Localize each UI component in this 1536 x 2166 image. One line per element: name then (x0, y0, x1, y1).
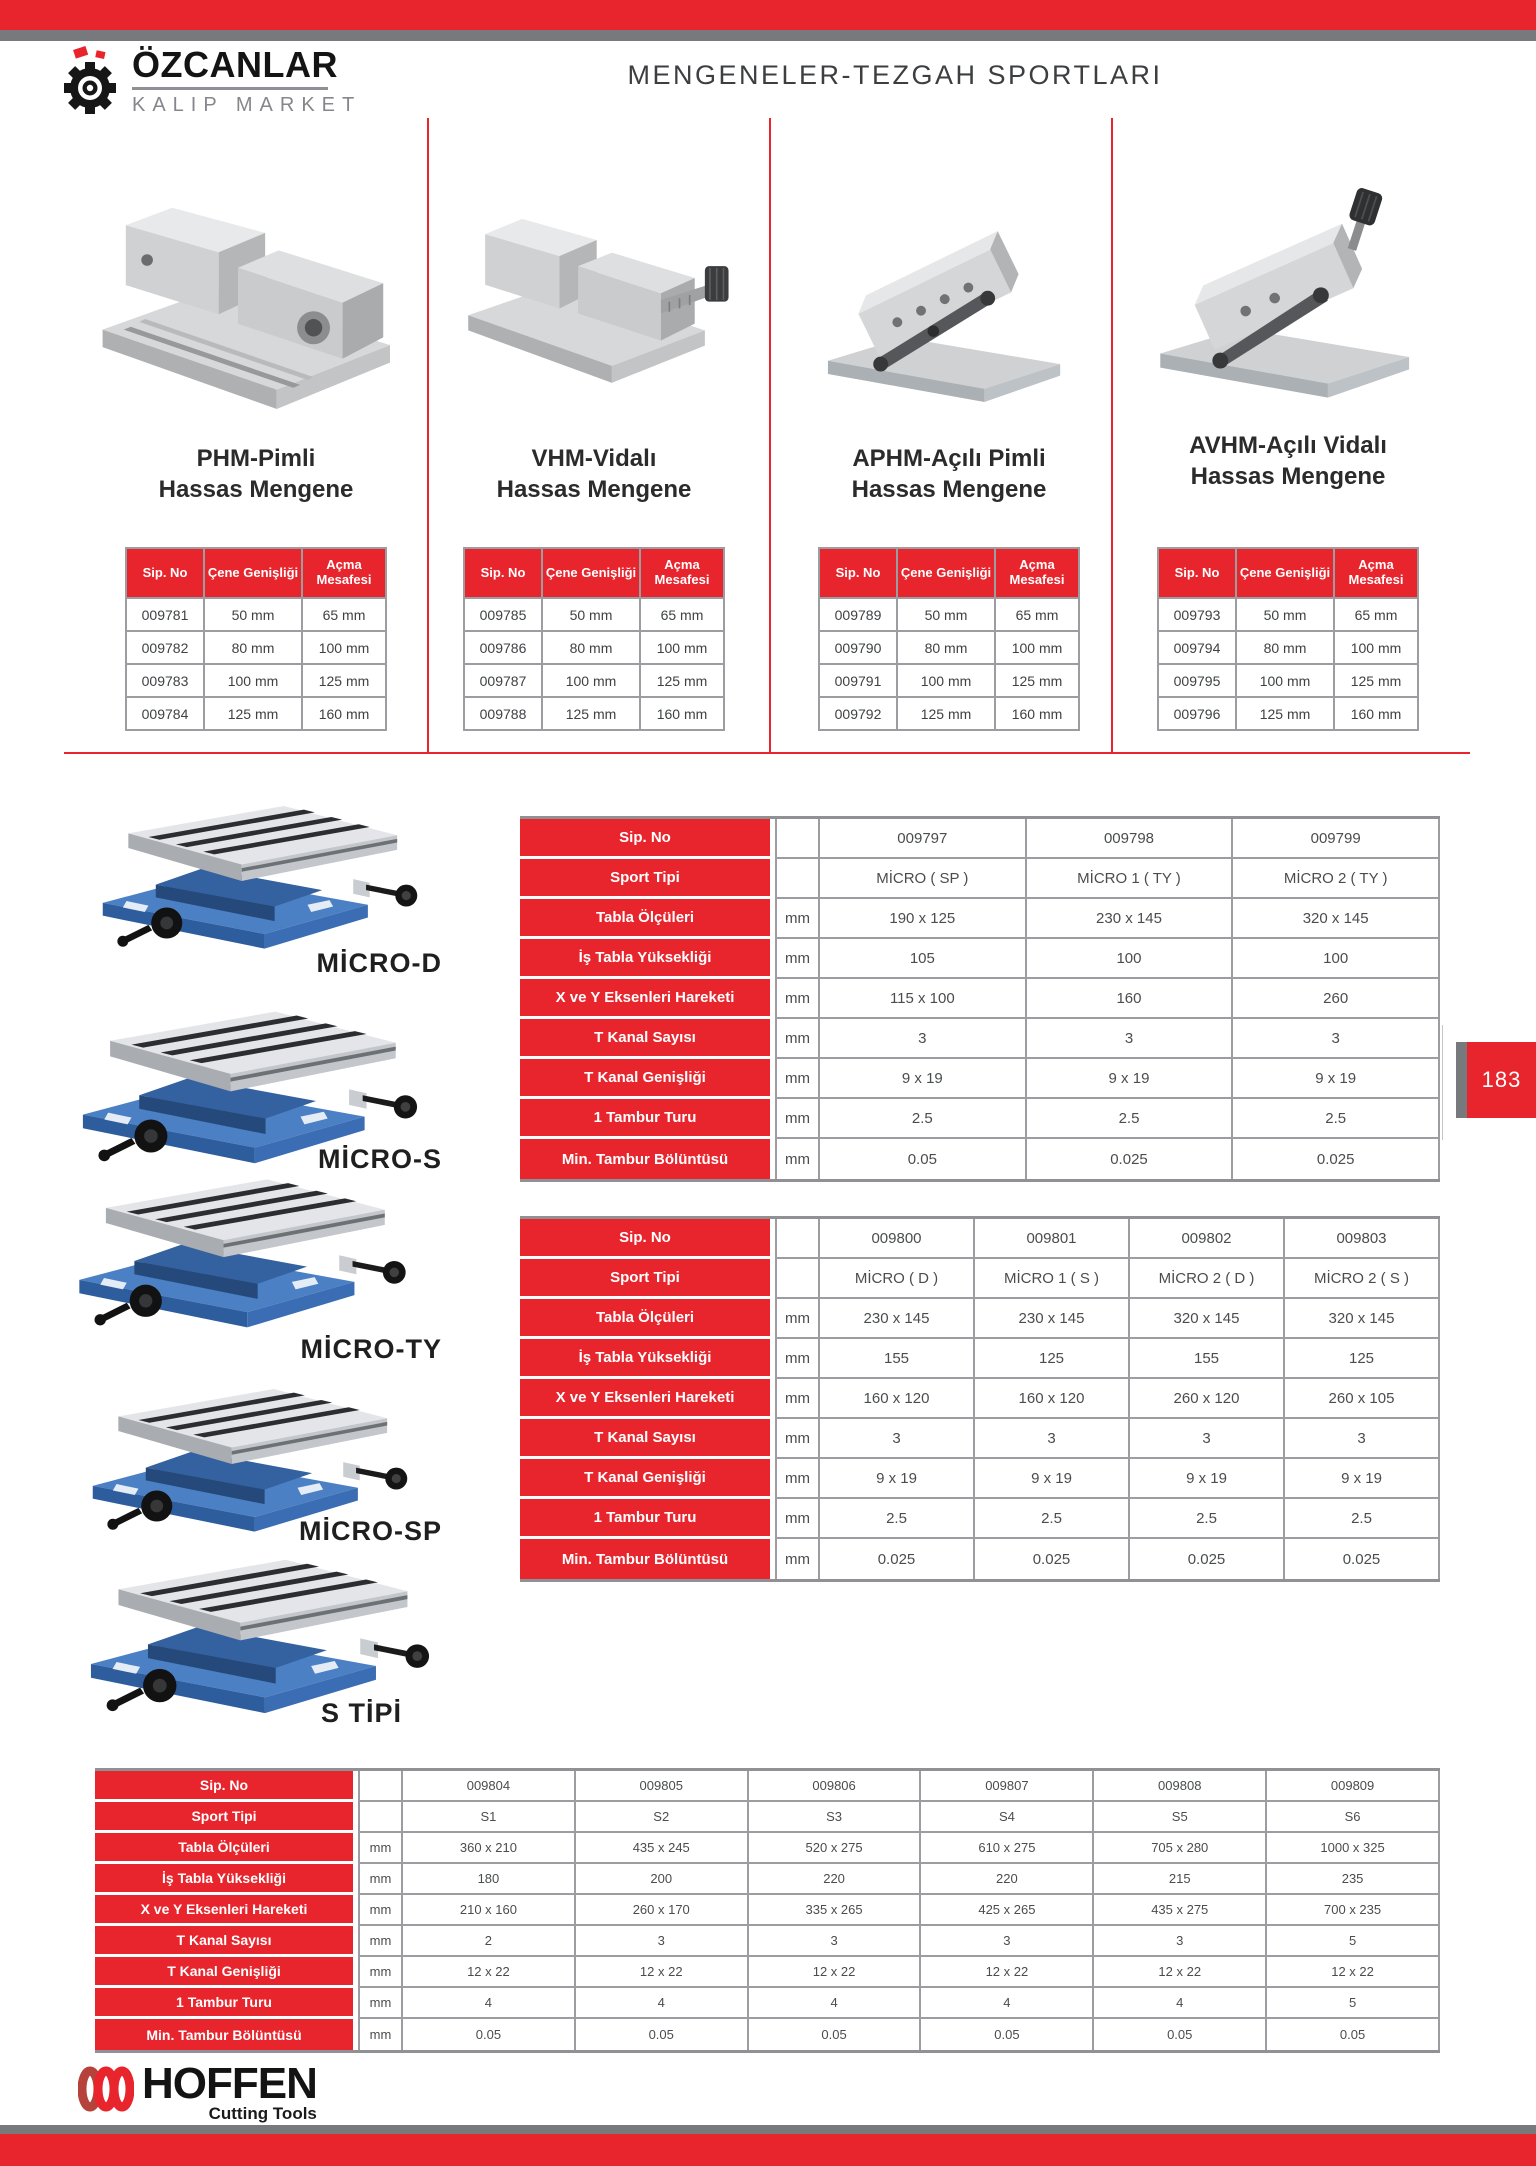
table-cell: 80 mm (1237, 632, 1333, 663)
footer-brand-logo (78, 2059, 317, 2124)
table-cell: 009793 (1159, 599, 1235, 630)
value-cell: 260 (1233, 979, 1440, 1019)
value-cell: 0.05 (820, 1139, 1027, 1179)
product-title-line1: APHM-Açılı Pimli (852, 445, 1046, 472)
section-divider (64, 752, 1470, 754)
product-image-vhm-vise (450, 158, 740, 420)
value-cell: 320 x 145 (1233, 899, 1440, 939)
row-label: T Kanal Sayısı (520, 1019, 775, 1059)
value-cell: 009807 (921, 1771, 1094, 1802)
bottom-red-bar (0, 2134, 1536, 2166)
value-cell: 0.025 (1285, 1539, 1440, 1579)
product-image-avhm-vise (1125, 135, 1425, 415)
value-cell: 230 x 145 (1027, 899, 1234, 939)
value-cell: 230 x 145 (820, 1299, 975, 1339)
column-header: Çene Genişliği (543, 549, 639, 597)
value-cell: 009801 (975, 1219, 1130, 1259)
value-cell: 180 (403, 1864, 576, 1895)
table-cell: 009782 (127, 632, 203, 663)
table-cell: 100 mm (996, 632, 1078, 663)
table-cell: 160 mm (1335, 698, 1417, 729)
value-cell: 700 x 235 (1267, 1895, 1440, 1926)
row-label: Tabla Ölçüleri (520, 899, 775, 939)
table-cell: 65 mm (1335, 599, 1417, 630)
value-cell: 3 (975, 1419, 1130, 1459)
unit-cell: mm (358, 2019, 403, 2050)
value-cell: S4 (921, 1802, 1094, 1833)
row-label: T Kanal Sayısı (520, 1419, 775, 1459)
value-cell: 009802 (1130, 1219, 1285, 1259)
unit-cell: mm (775, 1019, 820, 1059)
value-cell: 155 (1130, 1339, 1285, 1379)
product-title-avhm (1157, 430, 1419, 492)
row-label: Tabla Ölçüleri (95, 1833, 358, 1864)
row-label: X ve Y Eksenleri Hareketi (95, 1895, 358, 1926)
footer-brand-subtitle: Cutting Tools (208, 2104, 317, 2123)
value-cell: 190 x 125 (820, 899, 1027, 939)
table-cell: 009787 (465, 665, 541, 696)
table-cell: 009789 (820, 599, 896, 630)
column-header: Sip. No (127, 549, 203, 597)
column-divider (769, 118, 771, 752)
value-cell: S2 (576, 1802, 749, 1833)
value-cell: 260 x 105 (1285, 1379, 1440, 1419)
row-label: T Kanal Genişliği (520, 1059, 775, 1099)
value-cell: 230 x 145 (975, 1299, 1130, 1339)
table-cell: 50 mm (898, 599, 994, 630)
product-title-line2: Hassas Mengene (851, 476, 1047, 503)
unit-cell (775, 859, 820, 899)
value-cell: 9 x 19 (975, 1459, 1130, 1499)
table-cell: 125 mm (1335, 665, 1417, 696)
column-header: Çene Genişliği (1237, 549, 1333, 597)
unit-cell: mm (775, 979, 820, 1019)
column-header: Açma Mesafesi (303, 549, 385, 597)
table-cell: 125 mm (996, 665, 1078, 696)
table-cell: 100 mm (1335, 632, 1417, 663)
micro-sp-ty-spec-table (520, 816, 1440, 1182)
value-cell: 3 (921, 1926, 1094, 1957)
value-cell: 009797 (820, 819, 1027, 859)
table-cell: 125 mm (205, 698, 301, 729)
table-cell: 009790 (820, 632, 896, 663)
value-cell: 0.05 (1267, 2019, 1440, 2050)
label-micro-s: MİCRO-S (318, 1144, 442, 1174)
value-cell: 160 x 120 (820, 1379, 975, 1419)
unit-cell: mm (358, 1957, 403, 1988)
table-cell: 80 mm (543, 632, 639, 663)
unit-cell: mm (775, 1299, 820, 1339)
value-cell: 3 (820, 1019, 1027, 1059)
value-cell: 235 (1267, 1864, 1440, 1895)
value-cell: 9 x 19 (1130, 1459, 1285, 1499)
value-cell: 3 (1130, 1419, 1285, 1459)
value-cell: MİCRO 2 ( S ) (1285, 1259, 1440, 1299)
column-header: Açma Mesafesi (1335, 549, 1417, 597)
value-cell: 200 (576, 1864, 749, 1895)
hoffen-rings-icon (78, 2062, 134, 2116)
unit-cell: mm (358, 1926, 403, 1957)
table-cell: 125 mm (898, 698, 994, 729)
table-cell: 125 mm (641, 665, 723, 696)
value-cell: 125 (975, 1339, 1130, 1379)
value-cell: S6 (1267, 1802, 1440, 1833)
unit-cell (775, 1259, 820, 1299)
gear-icon (62, 46, 120, 114)
table-cell: 50 mm (205, 599, 301, 630)
phm-size-table (125, 547, 387, 731)
row-label: İş Tabla Yüksekliği (520, 939, 775, 979)
table-cell: 100 mm (303, 632, 385, 663)
value-cell: S5 (1094, 1802, 1267, 1833)
product-title-aphm (818, 443, 1080, 505)
row-label: 1 Tambur Turu (95, 1988, 358, 2019)
table-cell: 50 mm (1237, 599, 1333, 630)
value-cell: MİCRO ( SP ) (820, 859, 1027, 899)
row-label: Sip. No (520, 819, 775, 859)
value-cell: 9 x 19 (1233, 1059, 1440, 1099)
value-cell: 009800 (820, 1219, 975, 1259)
value-cell: 2.5 (1233, 1099, 1440, 1139)
table-cell: 50 mm (543, 599, 639, 630)
value-cell: 2 (403, 1926, 576, 1957)
value-cell: S3 (749, 1802, 922, 1833)
value-cell: 3 (1027, 1019, 1234, 1059)
value-cell: 115 x 100 (820, 979, 1027, 1019)
table-cell: 009783 (127, 665, 203, 696)
product-title-line2: Hassas Mengene (158, 476, 354, 503)
product-image-micro-sp (85, 1378, 415, 1538)
row-label: Sip. No (520, 1219, 775, 1259)
row-label: Sport Tipi (95, 1802, 358, 1833)
value-cell: 220 (749, 1864, 922, 1895)
product-image-s-tipi (40, 1548, 480, 1720)
value-cell: 105 (820, 939, 1027, 979)
unit-cell: mm (775, 899, 820, 939)
value-cell: 320 x 145 (1130, 1299, 1285, 1339)
table-cell: 100 mm (543, 665, 639, 696)
column-header: Çene Genişliği (205, 549, 301, 597)
value-cell: 435 x 245 (576, 1833, 749, 1864)
table-cell: 65 mm (641, 599, 723, 630)
value-cell: 9 x 19 (820, 1059, 1027, 1099)
label-s-tipi: S TİPİ (320, 1698, 402, 1728)
product-title-line2: Hassas Mengene (496, 476, 692, 503)
value-cell: 0.025 (1130, 1539, 1285, 1579)
unit-cell: mm (775, 1139, 820, 1179)
row-label: 1 Tambur Turu (520, 1499, 775, 1539)
value-cell: 009808 (1094, 1771, 1267, 1802)
table-cell: 160 mm (996, 698, 1078, 729)
row-label: Sip. No (95, 1771, 358, 1802)
value-cell: 425 x 265 (921, 1895, 1094, 1926)
value-cell: 160 x 120 (975, 1379, 1130, 1419)
product-title-line1: PHM-Pimli (196, 445, 316, 472)
value-cell: 3 (576, 1926, 749, 1957)
table-cell: 100 mm (1237, 665, 1333, 696)
value-cell: 4 (1094, 1988, 1267, 2019)
value-cell: 12 x 22 (403, 1957, 576, 1988)
row-label: X ve Y Eksenleri Hareketi (520, 979, 775, 1019)
footer-brand-name: HOFFEN (142, 2059, 317, 2108)
table-cell: 100 mm (205, 665, 301, 696)
row-label: T Kanal Genişliği (520, 1459, 775, 1499)
unit-cell: mm (358, 1864, 403, 1895)
value-cell: 0.05 (403, 2019, 576, 2050)
value-cell: 3 (1233, 1019, 1440, 1059)
value-cell: 260 x 120 (1130, 1379, 1285, 1419)
value-cell: MİCRO 2 ( D ) (1130, 1259, 1285, 1299)
unit-cell (775, 819, 820, 859)
badge-edge-line (1442, 1025, 1443, 1140)
value-cell: 125 (1285, 1339, 1440, 1379)
row-label: X ve Y Eksenleri Hareketi (520, 1379, 775, 1419)
label-micro-sp: MİCRO-SP (299, 1516, 442, 1546)
column-header: Sip. No (820, 549, 896, 597)
top-gray-bar (0, 30, 1536, 41)
value-cell: 2.5 (1285, 1499, 1440, 1539)
row-label: Sport Tipi (520, 1259, 775, 1299)
value-cell: 2.5 (1027, 1099, 1234, 1139)
page-number-badge: 183 (1467, 1042, 1536, 1118)
value-cell: 12 x 22 (1094, 1957, 1267, 1988)
unit-cell: mm (775, 939, 820, 979)
unit-cell: mm (775, 1419, 820, 1459)
value-cell: 0.05 (1094, 2019, 1267, 2050)
row-label: 1 Tambur Turu (520, 1099, 775, 1139)
unit-cell: mm (358, 1895, 403, 1926)
micro-d-s-spec-table (520, 1216, 1440, 1582)
table-cell: 009796 (1159, 698, 1235, 729)
table-cell: 100 mm (641, 632, 723, 663)
value-cell: 4 (403, 1988, 576, 2019)
unit-cell: mm (775, 1059, 820, 1099)
top-red-bar (0, 0, 1536, 30)
bottom-gray-bar (0, 2125, 1536, 2134)
product-image-micro-ty (70, 1168, 415, 1334)
product-title-line2: Hassas Mengene (1190, 463, 1386, 490)
brand-name: ÖZCANLAR (132, 44, 338, 85)
row-label: T Kanal Sayısı (95, 1926, 358, 1957)
value-cell: 705 x 280 (1094, 1833, 1267, 1864)
column-header: Sip. No (465, 549, 541, 597)
table-cell: 009792 (820, 698, 896, 729)
value-cell: 4 (576, 1988, 749, 2019)
value-cell: 3 (749, 1926, 922, 1957)
value-cell: 360 x 210 (403, 1833, 576, 1864)
table-cell: 160 mm (641, 698, 723, 729)
value-cell: 009803 (1285, 1219, 1440, 1259)
table-cell: 125 mm (543, 698, 639, 729)
unit-cell: mm (358, 1988, 403, 2019)
value-cell: 12 x 22 (576, 1957, 749, 1988)
product-image-micro-d (95, 795, 425, 955)
value-cell: 9 x 19 (1285, 1459, 1440, 1499)
column-header: Açma Mesafesi (641, 549, 723, 597)
value-cell: MİCRO 2 ( TY ) (1233, 859, 1440, 899)
value-cell: 009798 (1027, 819, 1234, 859)
table-cell: 009781 (127, 599, 203, 630)
row-label: Min. Tambur Bölüntüsü (95, 2019, 358, 2050)
value-cell: 610 x 275 (921, 1833, 1094, 1864)
value-cell: 0.025 (975, 1539, 1130, 1579)
column-divider (427, 118, 429, 752)
table-cell: 009791 (820, 665, 896, 696)
brand-underline (132, 87, 328, 90)
table-cell: 009786 (465, 632, 541, 663)
value-cell: 12 x 22 (1267, 1957, 1440, 1988)
value-cell: MİCRO ( D ) (820, 1259, 975, 1299)
value-cell: 009804 (403, 1771, 576, 1802)
value-cell: 155 (820, 1339, 975, 1379)
value-cell: 009799 (1233, 819, 1440, 859)
table-cell: 160 mm (303, 698, 385, 729)
label-micro-ty: MİCRO-TY (300, 1334, 442, 1364)
s-type-spec-table (95, 1768, 1440, 2053)
unit-cell (775, 1219, 820, 1259)
value-cell: 2.5 (820, 1099, 1027, 1139)
value-cell: 1000 x 325 (1267, 1833, 1440, 1864)
table-cell: 100 mm (898, 665, 994, 696)
value-cell: 215 (1094, 1864, 1267, 1895)
unit-cell: mm (775, 1499, 820, 1539)
column-header: Çene Genişliği (898, 549, 994, 597)
value-cell: 220 (921, 1864, 1094, 1895)
table-cell: 009784 (127, 698, 203, 729)
aphm-size-table (818, 547, 1080, 731)
value-cell: 5 (1267, 1988, 1440, 2019)
value-cell: 9 x 19 (1027, 1059, 1234, 1099)
column-header: Sip. No (1159, 549, 1235, 597)
value-cell: 009805 (576, 1771, 749, 1802)
value-cell: 009809 (1267, 1771, 1440, 1802)
row-label: Sport Tipi (520, 859, 775, 899)
product-title-phm (125, 443, 387, 505)
unit-cell: mm (775, 1099, 820, 1139)
table-cell: 80 mm (205, 632, 301, 663)
value-cell: 0.025 (1027, 1139, 1234, 1179)
row-label: Min. Tambur Bölüntüsü (520, 1539, 775, 1579)
value-cell: 335 x 265 (749, 1895, 922, 1926)
value-cell: 100 (1233, 939, 1440, 979)
avhm-size-table (1157, 547, 1419, 731)
value-cell: 210 x 160 (403, 1895, 576, 1926)
table-cell: 65 mm (303, 599, 385, 630)
value-cell: 3 (820, 1419, 975, 1459)
value-cell: 12 x 22 (749, 1957, 922, 1988)
unit-cell: mm (775, 1539, 820, 1579)
value-cell: 3 (1094, 1926, 1267, 1957)
badge-gray-strip (1456, 1042, 1467, 1118)
value-cell: 4 (921, 1988, 1094, 2019)
value-cell: 2.5 (820, 1499, 975, 1539)
value-cell: S1 (403, 1802, 576, 1833)
value-cell: 5 (1267, 1926, 1440, 1957)
table-cell: 009794 (1159, 632, 1235, 663)
brand-subtitle: KALIP MARKET (132, 94, 362, 116)
value-cell: 009806 (749, 1771, 922, 1802)
value-cell: 2.5 (1130, 1499, 1285, 1539)
brand-logo (62, 46, 361, 117)
unit-cell: mm (775, 1339, 820, 1379)
row-label: İş Tabla Yüksekliği (520, 1339, 775, 1379)
column-header: Açma Mesafesi (996, 549, 1078, 597)
product-image-aphm-vise (795, 145, 1075, 430)
value-cell: MİCRO 1 ( S ) (975, 1259, 1130, 1299)
page-title: MENGENELER-TEZGAH SPORTLARI (627, 60, 1163, 90)
value-cell: 0.025 (1233, 1139, 1440, 1179)
value-cell: 100 (1027, 939, 1234, 979)
product-title-line1: VHM-Vidalı (531, 445, 657, 472)
value-cell: 9 x 19 (820, 1459, 975, 1499)
product-title-vhm (463, 443, 725, 505)
table-cell: 65 mm (996, 599, 1078, 630)
value-cell: 0.05 (921, 2019, 1094, 2050)
value-cell: 2.5 (975, 1499, 1130, 1539)
product-image-phm-vise (75, 140, 405, 440)
value-cell: 160 (1027, 979, 1234, 1019)
unit-cell (358, 1802, 403, 1833)
unit-cell: mm (358, 1833, 403, 1864)
row-label: Tabla Ölçüleri (520, 1299, 775, 1339)
value-cell: 260 x 170 (576, 1895, 749, 1926)
value-cell: MİCRO 1 ( TY ) (1027, 859, 1234, 899)
value-cell: 520 x 275 (749, 1833, 922, 1864)
label-micro-d: MİCRO-D (316, 948, 442, 978)
value-cell: 12 x 22 (921, 1957, 1094, 1988)
unit-cell: mm (775, 1459, 820, 1499)
row-label: Min. Tambur Bölüntüsü (520, 1139, 775, 1179)
value-cell: 320 x 145 (1285, 1299, 1440, 1339)
value-cell: 435 x 275 (1094, 1895, 1267, 1926)
table-cell: 009795 (1159, 665, 1235, 696)
value-cell: 0.05 (576, 2019, 749, 2050)
table-cell: 009788 (465, 698, 541, 729)
table-cell: 125 mm (303, 665, 385, 696)
table-cell: 80 mm (898, 632, 994, 663)
value-cell: 3 (1285, 1419, 1440, 1459)
product-title-line1: AVHM-Açılı Vidalı (1189, 432, 1387, 459)
unit-cell: mm (775, 1379, 820, 1419)
value-cell: 4 (749, 1988, 922, 2019)
table-cell: 009785 (465, 599, 541, 630)
value-cell: 0.05 (749, 2019, 922, 2050)
vhm-size-table (463, 547, 725, 731)
column-divider (1111, 118, 1113, 752)
table-cell: 125 mm (1237, 698, 1333, 729)
value-cell: 0.025 (820, 1539, 975, 1579)
row-label: T Kanal Genişliği (95, 1957, 358, 1988)
unit-cell (358, 1771, 403, 1802)
row-label: İş Tabla Yüksekliği (95, 1864, 358, 1895)
